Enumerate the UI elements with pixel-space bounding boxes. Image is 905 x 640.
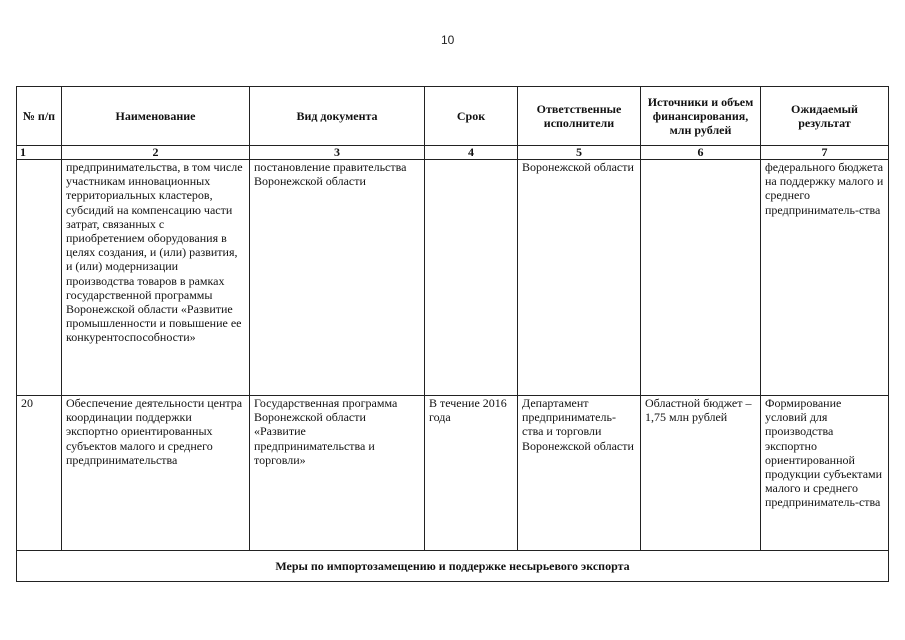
cell-num: 20 (17, 396, 62, 551)
section-row (17, 551, 889, 582)
column-number: 2 (62, 146, 250, 160)
cell-funding (641, 160, 761, 396)
column-number-row (17, 146, 889, 160)
cell-doc: постановление правительства Воронежской области (250, 160, 425, 396)
cell-term (425, 160, 518, 396)
column-number: 5 (518, 146, 641, 160)
cell-responsible: Департамент предприниматель-ства и торговли Воронежской области (518, 396, 641, 551)
column-number: 7 (761, 146, 889, 160)
header-name: Наименование (62, 87, 250, 146)
column-number: 6 (641, 146, 761, 160)
cell-result: федерального бюджета на поддержку малого и среднего предприниматель-ства (761, 160, 889, 396)
page-number: 10 (441, 33, 455, 47)
cell-term: В течение 2016 года (425, 396, 518, 551)
cell-result: Формирование условий для производства экспортно ориентированной продукции субъектами малого и среднего предприниматель-ства (761, 396, 889, 551)
column-number: 1 (17, 146, 62, 160)
header-responsible: Ответственные исполнители (518, 87, 641, 146)
cell-num (17, 160, 62, 396)
cell-name: Обеспечение деятельности центра координации поддержки экспортно ориентированных субъектов малого и среднего предпринимательства (62, 396, 250, 551)
section-title: Меры по импортозамещению и поддержке несырьевого экспорта (17, 551, 889, 582)
header-num: № п/п (17, 87, 62, 146)
measures-table (16, 86, 889, 582)
header-row (17, 87, 889, 146)
header-result: Ожидаемый результат (761, 87, 889, 146)
cell-responsible: Воронежской области (518, 160, 641, 396)
cell-funding: Областной бюджет – 1,75 млн рублей (641, 396, 761, 551)
header-term: Срок (425, 87, 518, 146)
cell-name: предпринимательства, в том числе участникам инновационных территориальных кластеров, субсидий на компенсацию части затрат, связанных с приобретением оборудования в целях создания, и (или) развития, и (или) модернизации производства товаров в рамках государственной программы Воронежской области «Развитие промышленности и повышение ее конкурентоспособности» (62, 160, 250, 396)
column-number: 4 (425, 146, 518, 160)
cell-doc: Государственная программа Воронежской области «Развитие предпринимательства и торговли» (250, 396, 425, 551)
header-doc: Вид документа (250, 87, 425, 146)
table-row (17, 160, 889, 396)
table-row (17, 396, 889, 551)
column-number: 3 (250, 146, 425, 160)
header-funding: Источники и объем финансирования, млн рублей (641, 87, 761, 146)
